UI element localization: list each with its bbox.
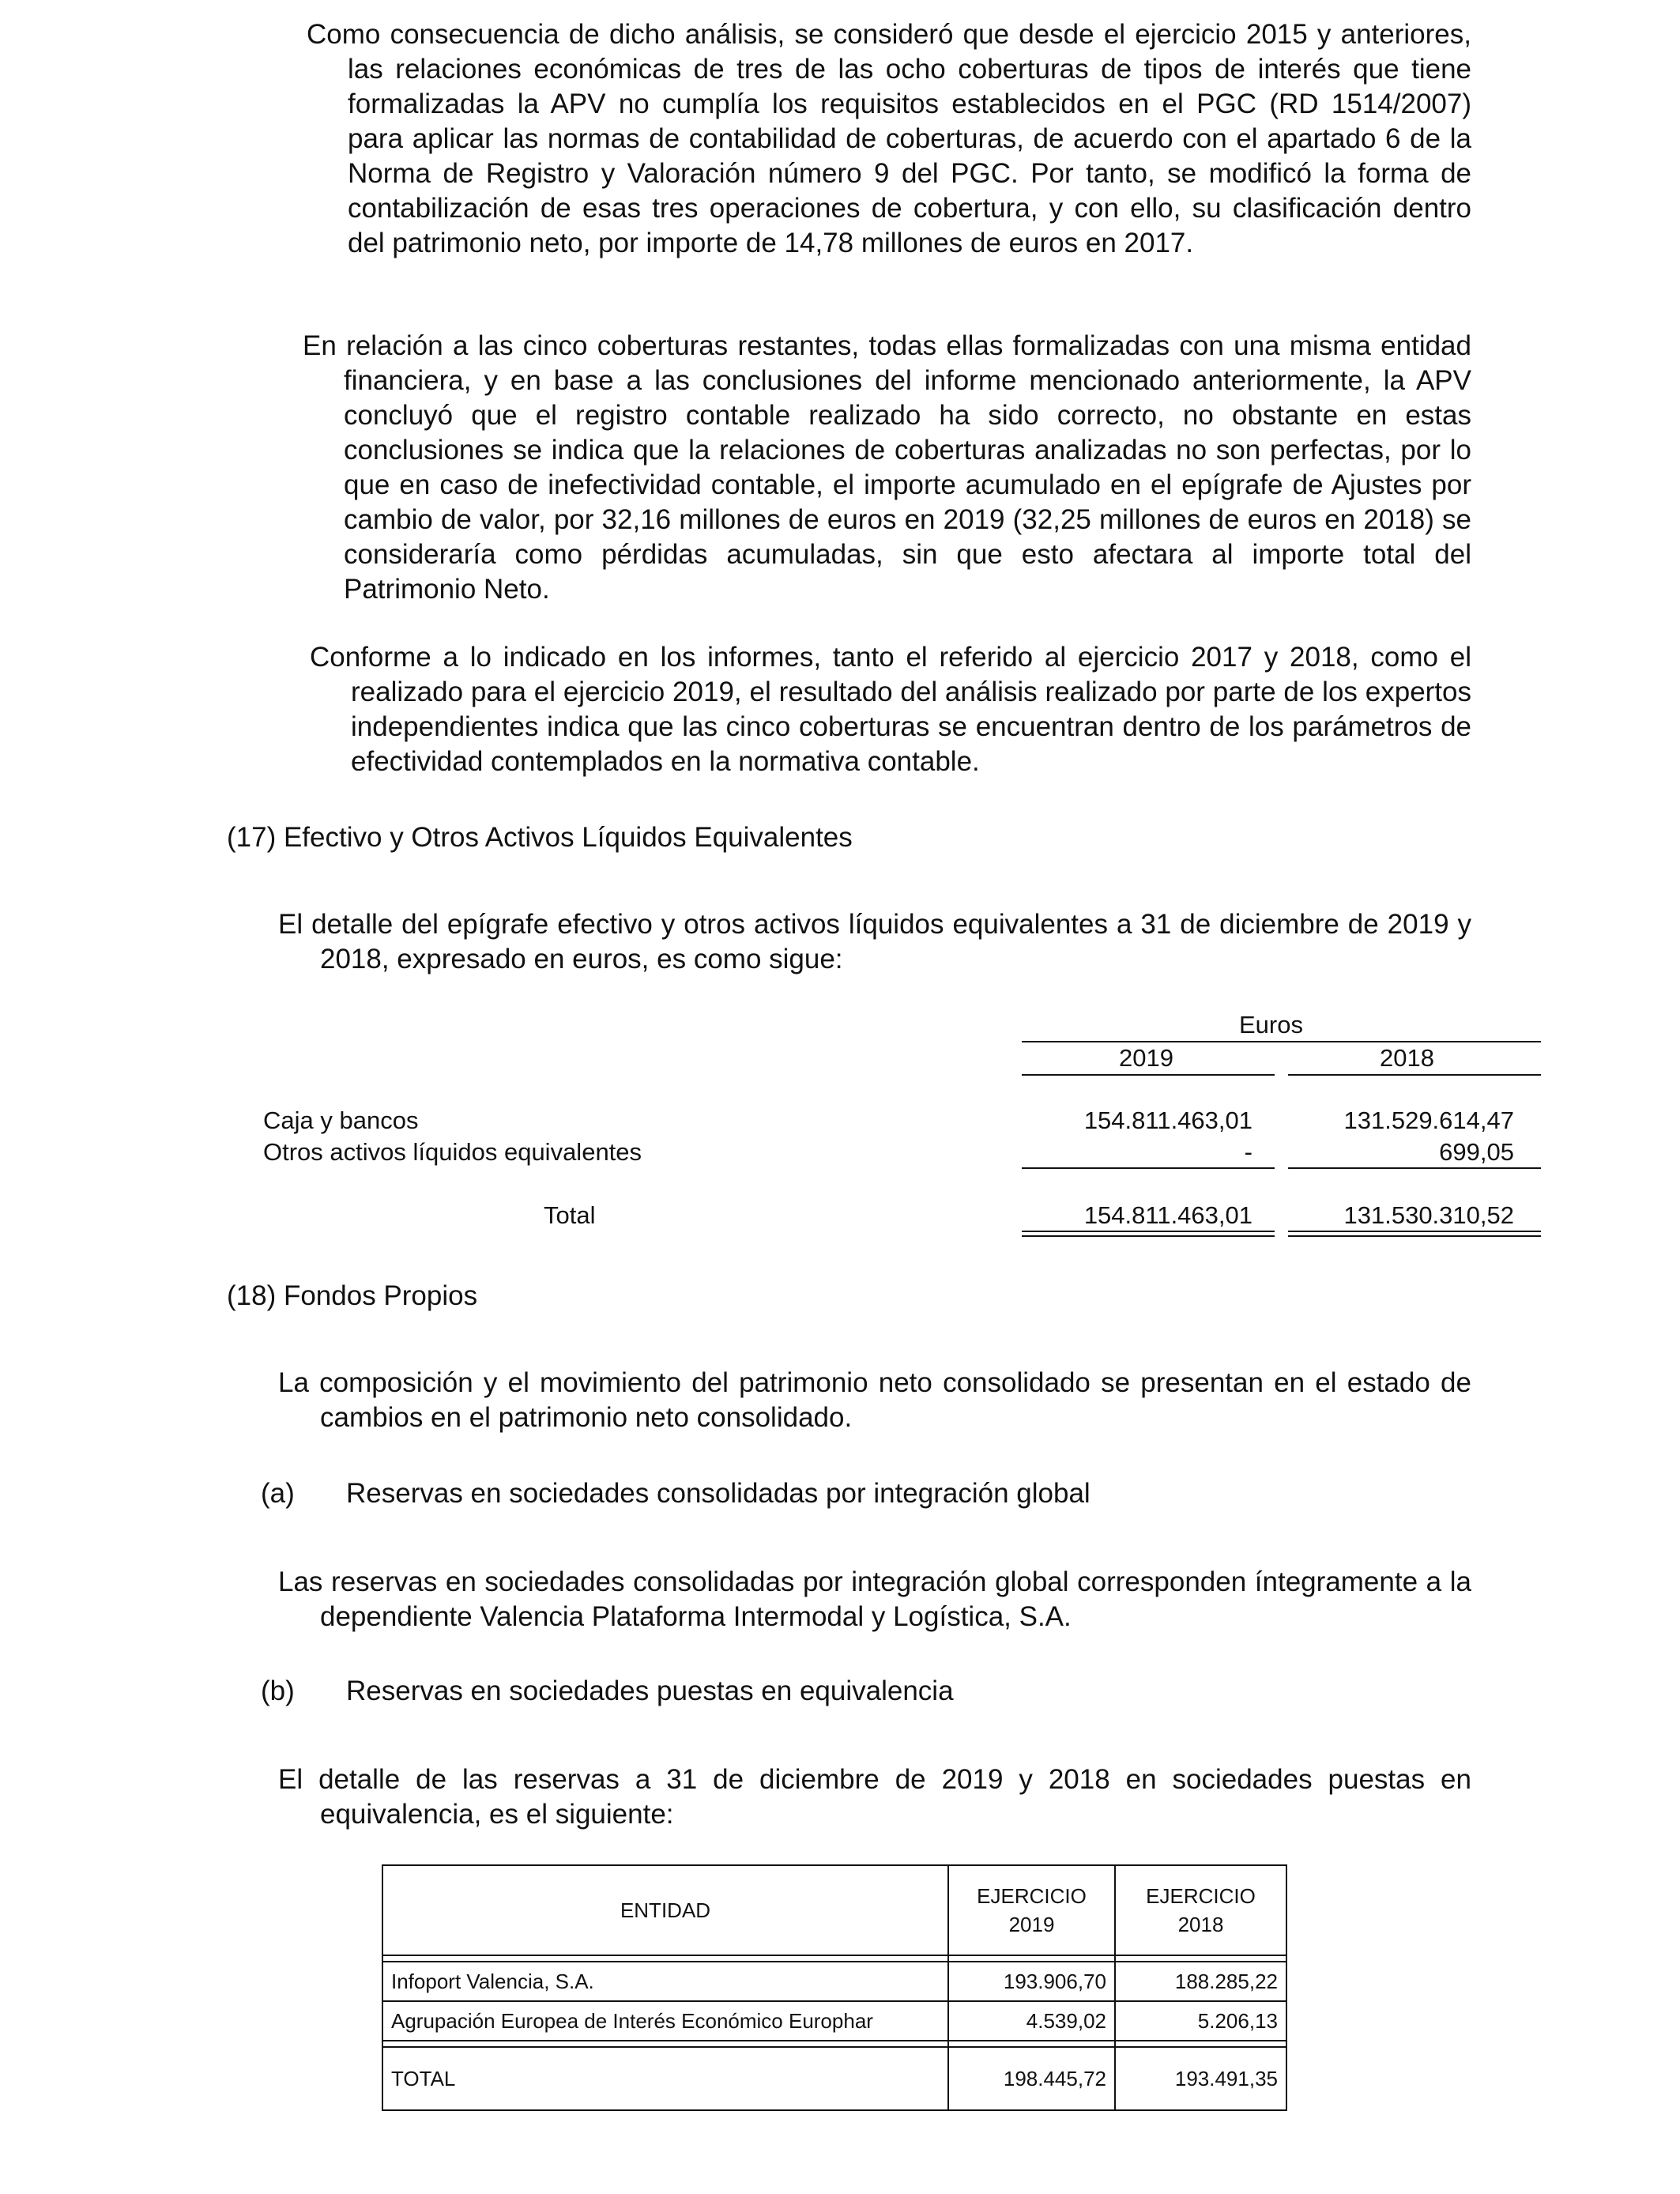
reserves-entity: Infoport Valencia, S.A. <box>382 1962 948 2001</box>
reserves-entity: Agrupación Europea de Interés Económico Europhar <box>382 2001 948 2041</box>
cash-table-rule <box>1288 1231 1541 1232</box>
reserves-col-2019-line1: EJERCICIO <box>977 1884 1087 1908</box>
cash-total-label: Total <box>544 1201 596 1229</box>
reserves-col-2018-line2: 2018 <box>1177 1913 1224 1936</box>
cash-table-rule <box>1288 1235 1541 1237</box>
cash-table-rule <box>1022 1167 1275 1169</box>
cash-table-rule <box>1288 1167 1541 1169</box>
reserves-col-2019-line2: 2019 <box>1008 1913 1055 1936</box>
table-row <box>382 2001 1286 2041</box>
section-17-intro: El detalle del epígrafe efectivo y otros activos líquidos equivalentes a 31 de diciembre de 2019 y 2018, expresado en euros, es como sigue: <box>278 909 1471 974</box>
subsection-a-title: Reservas en sociedades consolidadas por integración global <box>346 1478 1090 1509</box>
cash-total-2019: 154.811.463,01 <box>1083 1201 1252 1229</box>
subsection-b-text: El detalle de las reservas a 31 de diciembre de 2019 y 2018 en sociedades puestas en equivalencia, es el siguiente: <box>278 1764 1471 1830</box>
cash-table-rule <box>1022 1235 1275 1237</box>
reserves-total-2019: 198.445,72 <box>948 2047 1115 2110</box>
cash-row-2019: 154.811.463,01 <box>1083 1106 1252 1134</box>
reserves-total-2018: 193.491,35 <box>1115 2047 1286 2110</box>
paragraph-remaining-coverages: En relación a las cinco coberturas restantes, todas ellas formalizadas con una misma entidad financiera, y en base a las conclusiones del informe mencionado anteriormente, la APV concluyó que el registro contable realizado ha sido correcto, no obstante en estas conclusiones se indica que la relaciones de coberturas analizadas no son perfectas, por lo que en caso de inefectividad contable, el importe acumulado en el epígrafe de Ajustes por cambio de valor, por 32,16 millones de euros en 2019 (32,25 millones de euros en 2018) se consideraría como pérdidas acumuladas, sin que esto afectara al importe total del Patrimonio Neto. <box>303 330 1471 605</box>
cash-table-rule <box>1288 1074 1541 1076</box>
cash-row-2018: 131.529.614,47 <box>1343 1106 1514 1134</box>
cash-table-rule <box>1022 1041 1541 1042</box>
reserves-2018: 188.285,22 <box>1115 1962 1286 2001</box>
cash-row-2019: - <box>1244 1138 1252 1166</box>
subsection-a <box>261 1476 1367 1511</box>
reserves-2018: 5.206,13 <box>1115 2001 1286 2041</box>
reserves-2019: 193.906,70 <box>948 1962 1115 2001</box>
subsection-b <box>261 1674 1367 1709</box>
reserves-total-label: TOTAL <box>382 2047 948 2110</box>
reserves-col-2018 <box>1115 1865 1286 1955</box>
cash-table-rule <box>1022 1074 1275 1076</box>
reserves-col-2019 <box>948 1865 1115 1955</box>
cash-row-2018: 699,05 <box>1439 1138 1514 1166</box>
cash-row-label: Otros activos líquidos equivalentes <box>263 1138 642 1166</box>
table-row <box>382 1962 1286 2001</box>
section-17-heading: (17) Efectivo y Otros Activos Líquidos Equivalentes <box>227 822 853 853</box>
cash-row-label: Caja y bancos <box>263 1106 419 1134</box>
subsection-b-mark: (b) <box>261 1676 295 1706</box>
subsection-b-title: Reservas en sociedades puestas en equivalencia <box>346 1676 954 1706</box>
subsection-a-text: Las reservas en sociedades consolidadas por integración global corresponden íntegramente a la dependiente Valencia Plataforma Intermodal y Logística, S.A. <box>278 1566 1471 1632</box>
reserves-2019: 4.539,02 <box>948 2001 1115 2041</box>
cash-table-rule <box>1022 1231 1275 1232</box>
cash-table-col-2019: 2019 <box>1119 1044 1173 1072</box>
subsection-a-mark: (a) <box>261 1478 295 1509</box>
reserves-col-2018-line1: EJERCICIO <box>1146 1884 1256 1908</box>
reserves-col-entity: ENTIDAD <box>382 1865 948 1955</box>
paragraph-reports-conclusion: Conforme a lo indicado en los informes, tanto el referido al ejercicio 2017 y 2018, como el realizado para el ejercicio 2019, el resultado del análisis realizado por parte de los expertos independientes indica que las cinco coberturas se encuentran dentro de los parámetros de efectividad contemplados en la normativa contable. <box>310 642 1471 777</box>
cash-table-col-2018: 2018 <box>1380 1044 1434 1072</box>
section-18-heading: (18) Fondos Propios <box>227 1280 478 1311</box>
table-row-total <box>382 2047 1286 2110</box>
section-18-intro: La composición y el movimiento del patrimonio neto consolidado se presentan en el estado de cambios en el patrimonio neto consolidado. <box>278 1367 1471 1433</box>
paragraph-coverage-analysis: Como consecuencia de dicho análisis, se consideró que desde el ejercicio 2015 y anteriores, las relaciones económicas de tres de las ocho coberturas de tipos de interés que tiene formalizadas la APV no cumplía los requisitos establecidos en el PGC (RD 1514/2007) para aplicar las normas de contabilidad de coberturas, de acuerdo con el apartado 6 de la Norma de Registro y Valoración número 9 del PGC. Por tanto, se modificó la forma de contabilización de esas tres operaciones de cobertura, y con ello, su clasificación dentro del patrimonio neto, por importe de 14,78 millones de euros en 2017. <box>307 19 1471 258</box>
cash-total-2018: 131.530.310,52 <box>1343 1201 1514 1229</box>
reserves-table <box>382 1864 1287 2111</box>
cash-table-currency: Euros <box>1239 1011 1303 1039</box>
